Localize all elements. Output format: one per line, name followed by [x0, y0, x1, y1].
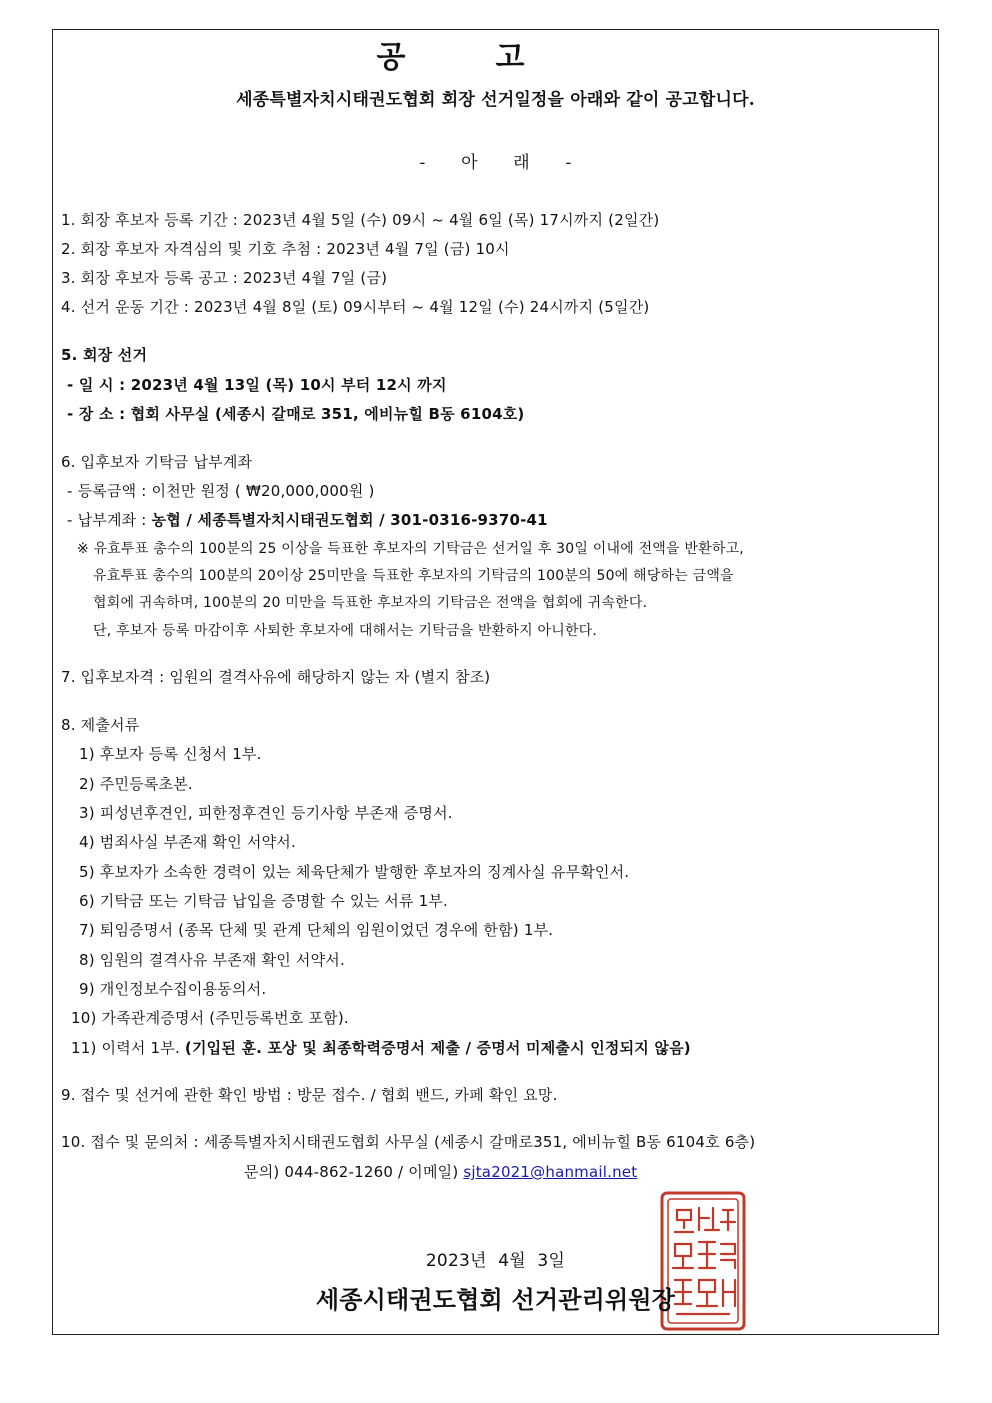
item-1: 1. 회장 후보자 등록 기간 : 2023년 4월 5일 (수) 09시 ~ 4월 6일 (목) 17시까지 (2일간) — [61, 211, 660, 229]
item-3: 3. 회장 후보자 등록 공고 : 2023년 4월 7일 (금) — [61, 269, 388, 287]
doc-item: 7) 퇴임증명서 (종목 단체 및 관계 단체의 임원이었던 경우에 한함) 1부. — [79, 921, 554, 939]
doc-11-label: 11) 이력서 1부. — [71, 1039, 185, 1057]
doc-11-note: (기입된 훈. 포상 및 최종학력증명서 제출 / 증명서 미제출시 인정되지 않음) — [184, 1039, 691, 1057]
doc-item: 4) 범죄사실 부존재 확인 서약서. — [79, 833, 296, 851]
item-7: 7. 입후보자격 : 임원의 결격사유에 해당하지 않는 자 (별지 참조) — [61, 668, 491, 686]
doc-item: 10) 가족관계증명서 (주민등록번호 포함). — [71, 1009, 349, 1027]
item-5-time: - 일 시 : 2023년 4월 13일 (목) 10시 부터 12시 까지 — [67, 376, 447, 394]
section-heading: - 아 래 - — [419, 153, 572, 173]
notice-frame — [52, 29, 939, 1335]
doc-item: 6) 기탁금 또는 기탁금 납입을 증명할 수 있는 서류 1부. — [79, 892, 449, 910]
item-6-amount: - 등록금액 : 이천만 원정 ( ₩20,000,000원 ) — [67, 482, 375, 500]
doc-item: 1) 후보자 등록 신청서 1부. — [79, 745, 262, 763]
issue-date: 2023년 4월 3일 — [425, 1251, 566, 1271]
item-6-title: 6. 입후보자 기탁금 납부계좌 — [61, 453, 253, 471]
contact-email-link[interactable]: sjta2021@hanmail.net — [463, 1163, 638, 1181]
item-6-account-label: - 납부계좌 : — [67, 511, 152, 529]
item-8-title: 8. 제출서류 — [61, 716, 140, 734]
item-10: 10. 접수 및 문의처 : 세종특별자치시태권도협회 사무실 (세종시 갈매로351, 에비뉴힐 B동 6104호 6층) — [61, 1133, 756, 1151]
item-5-title: 5. 회장 선거 — [61, 346, 148, 364]
issuer-name: 세종시태권도협회 선거관리위원장 — [315, 1286, 676, 1314]
item-6-note-1: ※ 유효투표 총수의 100분의 25 이상을 득표한 후보자의 기탁금은 선거일 후 30일 이내에 전액을 반환하고, — [77, 541, 744, 557]
item-6-note-4: 단, 후보자 등록 마감이후 사퇴한 후보자에 대해서는 기탁금을 반환하지 아니한다. — [93, 623, 598, 639]
doc-item-11 — [71, 1037, 691, 1058]
contact-phone: 문의) 044-862-1260 / 이메일) — [244, 1163, 464, 1181]
item-6-note-2: 유효투표 총수의 100분의 20이상 25미만을 득표한 후보자의 기탁금의 100분의 50에 해당하는 금액을 — [93, 568, 734, 584]
item-10-contact — [244, 1161, 637, 1182]
doc-item: 5) 후보자가 소속한 경력이 있는 체육단체가 발행한 후보자의 징계사실 유무확인서. — [79, 863, 630, 881]
doc-item: 9) 개인정보수집이용동의서. — [79, 980, 267, 998]
doc-item: 2) 주민등록초본. — [79, 775, 193, 793]
item-5-place: - 장 소 : 협회 사무실 (세종시 갈매로 351, 에비뉴힐 B동 6104호) — [67, 405, 525, 423]
item-6-account: 농협 / 세종특별자치시태권도협회 / 301-0316-9370-41 — [151, 511, 548, 529]
doc-item: 8) 임원의 결격사유 부존재 확인 서약서. — [79, 951, 345, 969]
item-4: 4. 선거 운동 기간 : 2023년 4월 8일 (토) 09시부터 ~ 4월 12일 (수) 24시까지 (5일간) — [61, 298, 650, 316]
doc-item: 3) 피성년후견인, 피한정후견인 등기사항 부존재 증명서. — [79, 804, 453, 822]
notice-subtitle: 세종특별자치시태권도협회 회장 선거일정을 아래와 같이 공고합니다. — [236, 90, 755, 110]
item-9: 9. 접수 및 선거에 관한 확인 방법 : 방문 접수. / 협회 밴드, 카페 확인 요망. — [61, 1086, 558, 1104]
item-6-account-row — [67, 509, 548, 530]
item-6-note-3: 협회에 귀속하며, 100분의 20 미만을 득표한 후보자의 기탁금은 전액을 협회에 귀속한다. — [93, 595, 648, 611]
item-2: 2. 회장 후보자 자격심의 및 기호 추첨 : 2023년 4월 7일 (금) 10시 — [61, 240, 510, 258]
notice-title: 공고 — [376, 40, 615, 75]
